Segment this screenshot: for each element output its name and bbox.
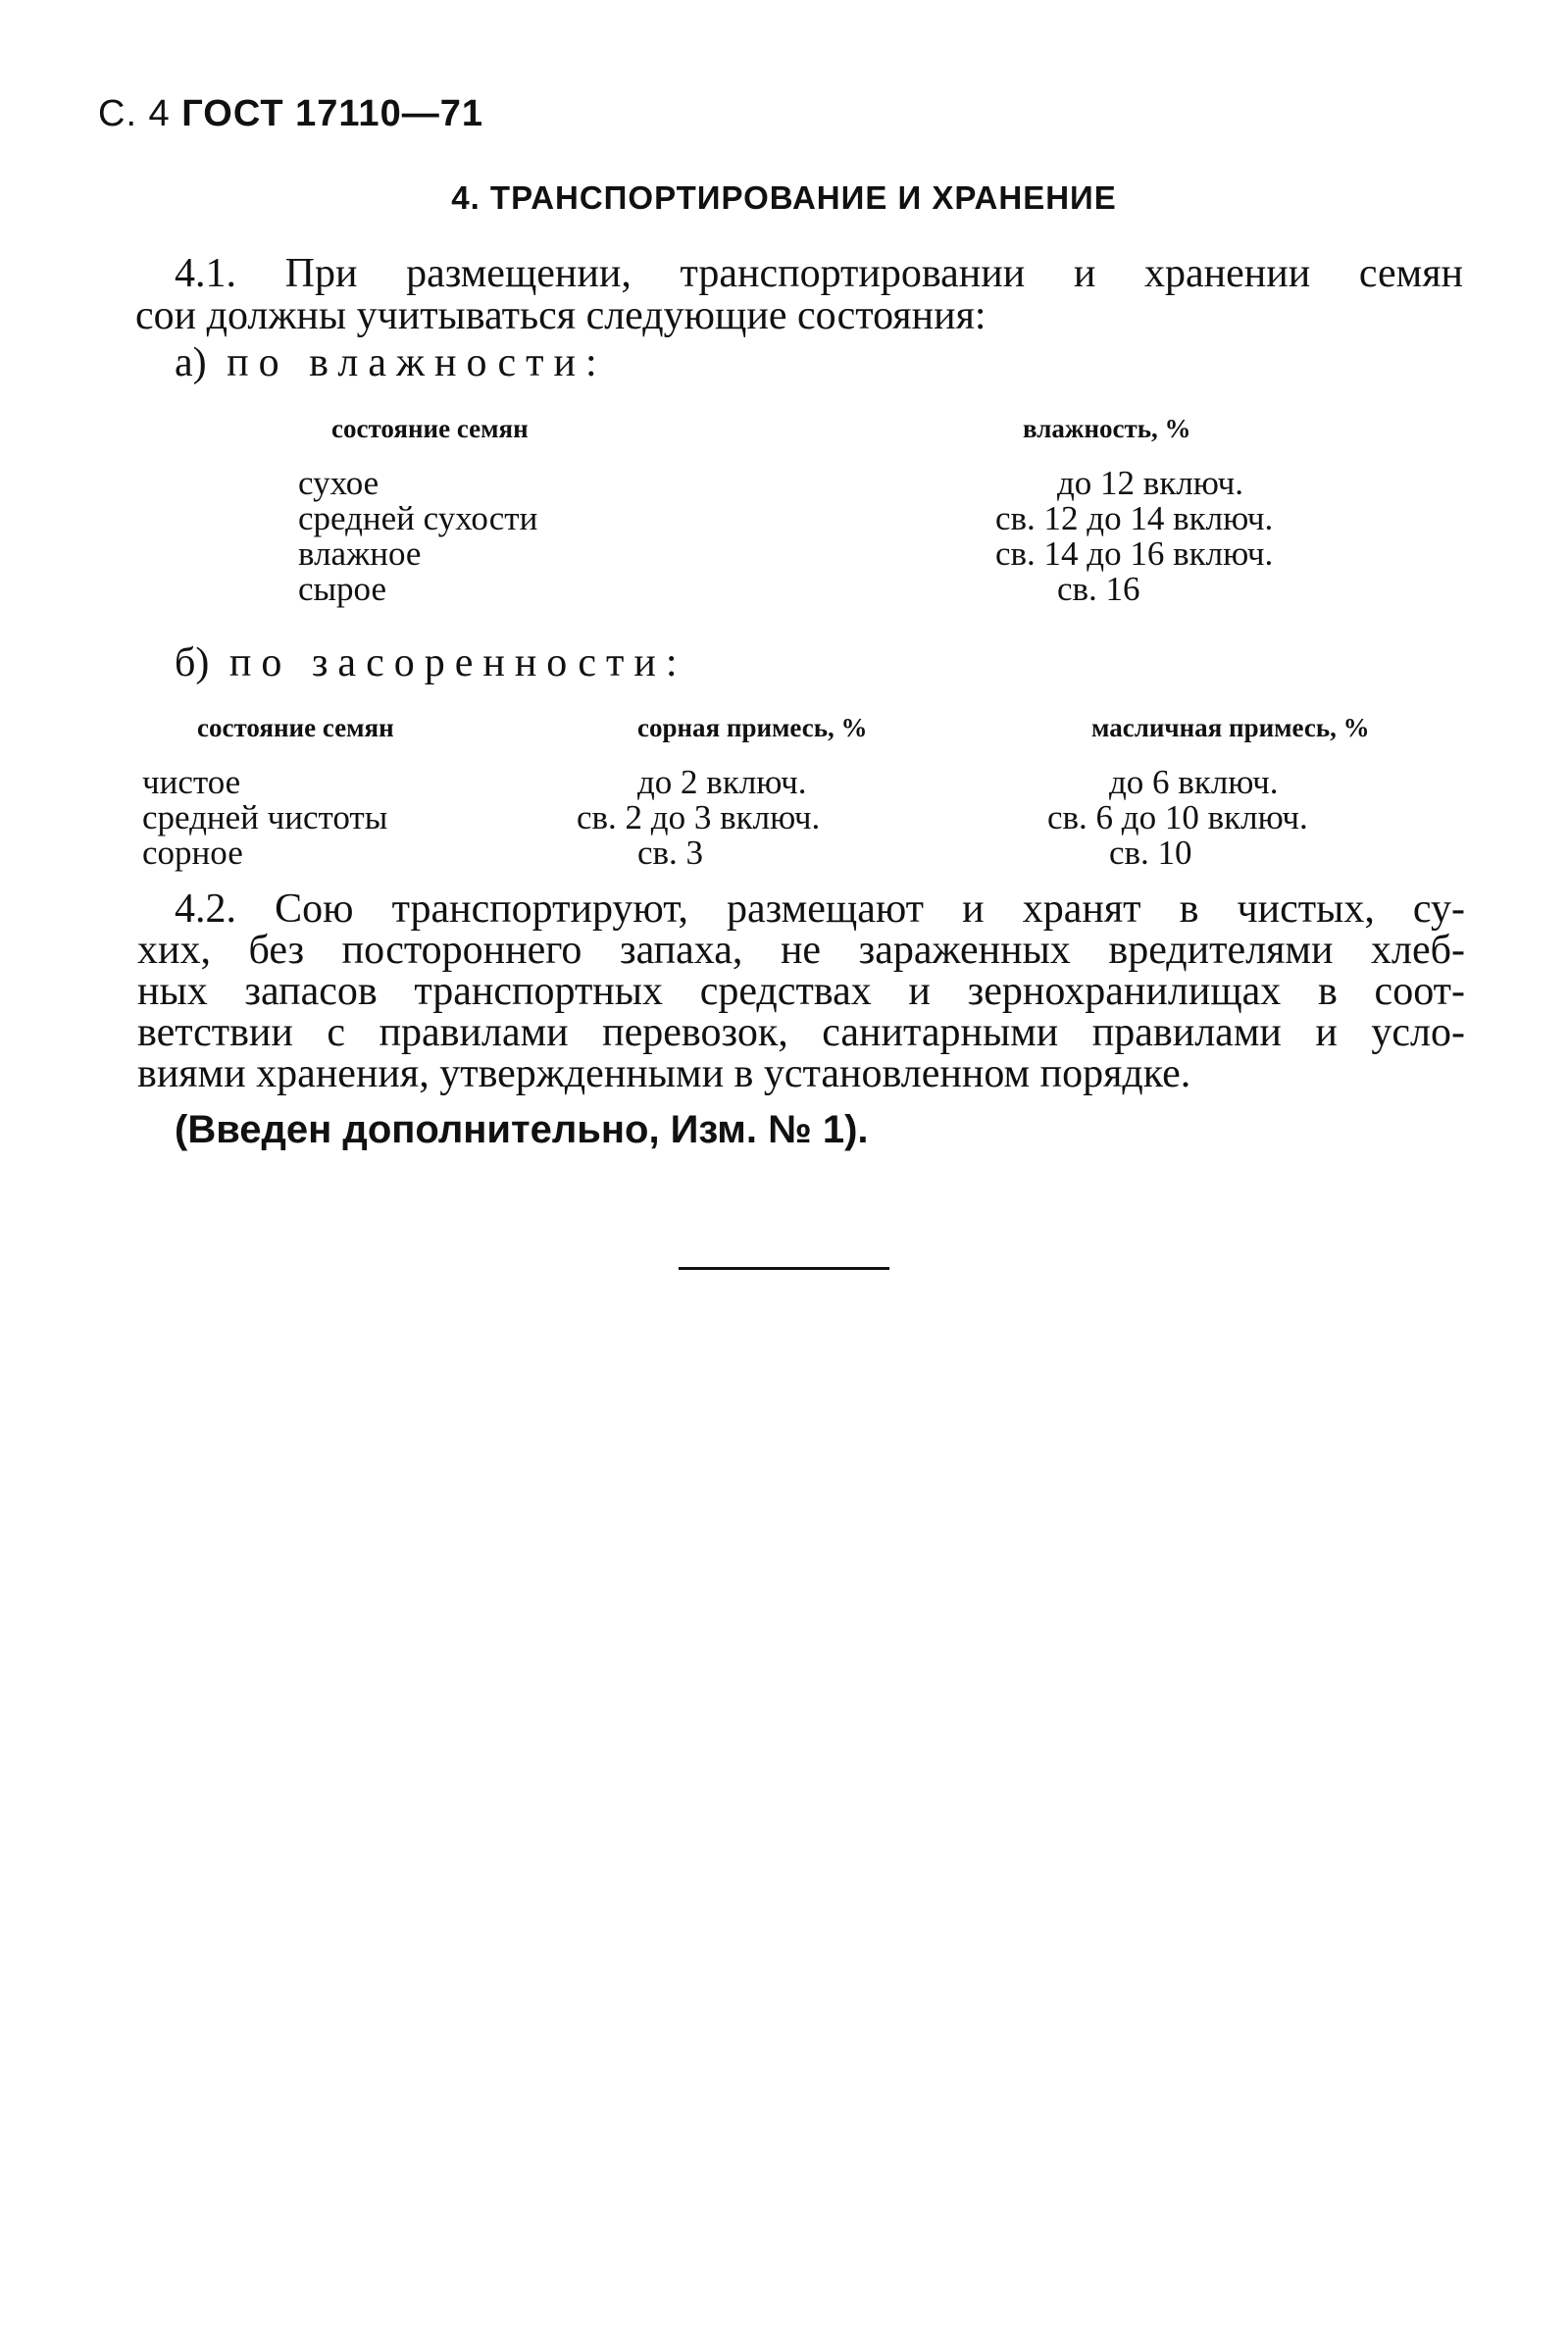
- column-header: сорная примесь, %: [637, 713, 868, 742]
- table-cell: до 12 включ.: [1057, 464, 1243, 502]
- table-cell: св. 16: [1057, 570, 1140, 608]
- paragraph-line: сои должны учитываться следующие состояния:: [135, 293, 986, 338]
- subsection-prefix: а): [175, 340, 207, 385]
- paragraph-line: хих, без постороннего запаха, не зараженных вредителями хлеб-: [137, 928, 1465, 973]
- amendment-note: (Введен дополнительно, Изм. № 1).: [175, 1108, 869, 1151]
- table-cell: св. 14 до 16 включ.: [995, 534, 1274, 573]
- paragraph-line: ных запасов транспортных средствах и зернохранилищах в соот-: [137, 969, 1465, 1014]
- paragraph-line: виями хранения, утвержденными в установленном порядке.: [137, 1051, 1191, 1096]
- paragraph-4-2: [137, 886, 1465, 1096]
- subsection-label-impurity: [175, 639, 687, 686]
- table-cell: до 2 включ.: [637, 763, 807, 801]
- subsection-text: по влажности:: [227, 340, 607, 385]
- paragraph-line: ветствии с правилами перевозок, санитарными правилами и усло-: [137, 1010, 1465, 1055]
- paragraph-4-1: [135, 251, 1463, 338]
- table-cell: влажное: [298, 534, 422, 573]
- paragraph-line: 4.1. При размещении, транспортировании и хранении семян: [175, 251, 1463, 296]
- table-cell: средней сухости: [298, 499, 538, 537]
- column-header: масличная примесь, %: [1091, 713, 1370, 742]
- column-header: состояние семян: [331, 414, 529, 443]
- column-header: состояние семян: [197, 713, 394, 742]
- table-cell: св. 12 до 14 включ.: [995, 499, 1274, 537]
- table-cell: св. 3: [637, 834, 704, 872]
- section-title: 4. ТРАНСПОРТИРОВАНИЕ И ХРАНЕНИЕ: [451, 179, 1117, 216]
- subsection-label-moisture: [175, 339, 607, 386]
- table-cell: св. 10: [1109, 834, 1192, 872]
- table-cell: св. 2 до 3 включ.: [577, 798, 821, 836]
- subsection-text: по засоренности:: [228, 640, 687, 685]
- table-cell: сырое: [298, 570, 387, 608]
- table-cell: сухое: [298, 464, 379, 502]
- table-cell: чистое: [142, 763, 241, 801]
- table-cell: средней чистоты: [142, 798, 388, 836]
- page-number: С. 4: [98, 93, 171, 134]
- column-header: влажность, %: [1023, 414, 1191, 443]
- end-divider: [679, 1267, 889, 1270]
- table-cell: до 6 включ.: [1109, 763, 1279, 801]
- running-header: [98, 93, 483, 135]
- table-cell: св. 6 до 10 включ.: [1047, 798, 1308, 836]
- paragraph-line: 4.2. Сою транспортируют, размещают и хранят в чистых, су-: [175, 886, 1465, 932]
- table-cell: сорное: [142, 834, 243, 872]
- subsection-prefix: б): [175, 640, 210, 685]
- standard-number: ГОСТ 17110—71: [181, 93, 483, 134]
